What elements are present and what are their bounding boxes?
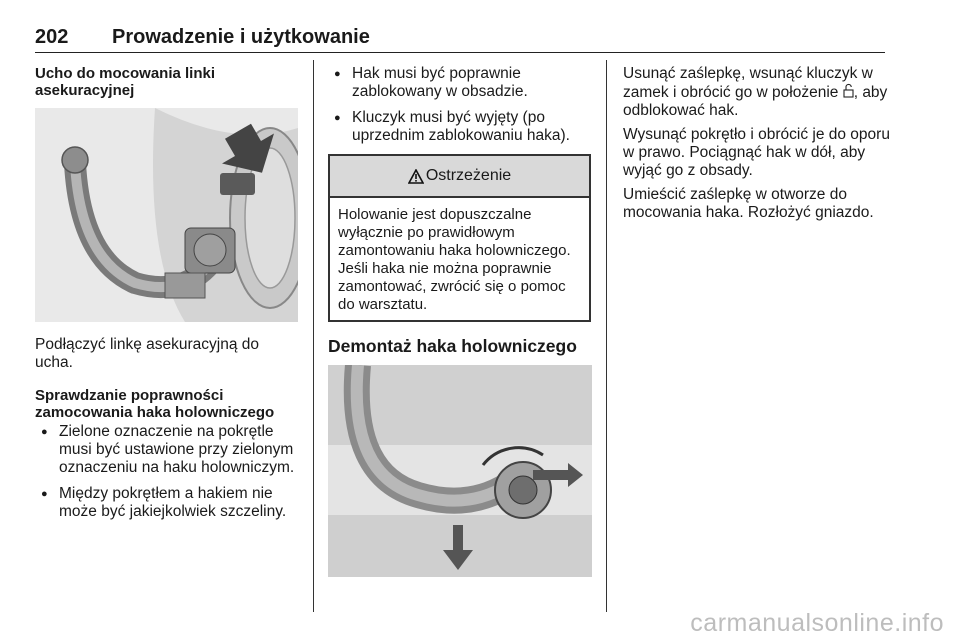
page-header	[35, 24, 885, 53]
tow-hook-removal-illustration	[328, 365, 592, 577]
unlock-instruction	[623, 65, 893, 120]
column-1	[35, 65, 305, 521]
column-2	[328, 65, 593, 577]
section-heading-safety-eye: Ucho do mocowania linki asekuracyjnej	[35, 65, 216, 99]
tow-hook-eye-illustration	[35, 108, 298, 322]
section-heading-removal: Demontaż haka holowniczego	[328, 336, 577, 356]
insert-cap-instruction: Umieścić zaślepkę w otworze do mocowania haka. Rozłożyć gniazdo.	[623, 186, 874, 221]
connect-rope-text: Podłączyć linkę asekuracyjną do ucha.	[35, 336, 260, 371]
column-3	[623, 65, 893, 222]
column-divider-1	[313, 60, 314, 612]
check-list-continued	[328, 65, 593, 145]
warning-triangle-icon	[408, 169, 424, 184]
pull-knob-instruction: Wysunąć pokrętło i obrócić je do oporu w prawo. Pociągnąć hak w dół, aby wyjąć go z obsady.	[623, 126, 890, 179]
warning-box	[328, 154, 591, 322]
warning-title: Ostrzeżenie	[425, 167, 512, 184]
unlock-text-a: Usunąć zaślepkę, wsunąć kluczyk w zamek i obrócić go w położenie	[623, 65, 873, 101]
column-divider-2	[606, 60, 607, 612]
section-heading-check-mounting: Sprawdzanie poprawności zamocowania haka holowniczego	[35, 387, 275, 421]
list-item: ● Między pokrętłem a hakiem nie może być jakiejkolwiek szczeliny.	[35, 485, 305, 521]
unlock-text-b: , aby odblokować hak.	[623, 84, 888, 119]
warning-header	[330, 156, 589, 198]
check-list	[35, 423, 305, 521]
tow-hook-eye-drawing	[35, 108, 298, 322]
list-item: ● Hak musi być poprawnie zablokowany w obsadzie.	[328, 65, 593, 101]
list-item: ● Zielone oznaczenie na pokrętle musi być ustawione przy zielonym oznaczeniu na haku holowniczym.	[35, 423, 305, 477]
watermark-text: carmanualsonline.info	[690, 609, 944, 637]
page-title: Prowadzenie i użytkowanie	[112, 26, 370, 48]
warning-body: Holowanie jest dopuszczalne wyłącznie po prawidłowym zamontowaniu haka holowniczego. Jeśli haka nie można poprawnie zamontować, zwrócić się o pomoc do warsztatu.	[338, 206, 571, 313]
page-number: 202	[35, 26, 69, 48]
tow-hook-removal-drawing	[328, 365, 592, 577]
unlock-padlock-icon	[843, 83, 854, 98]
list-item: ● Kluczyk musi być wyjęty (po uprzednim zablokowaniu haka).	[328, 109, 593, 145]
